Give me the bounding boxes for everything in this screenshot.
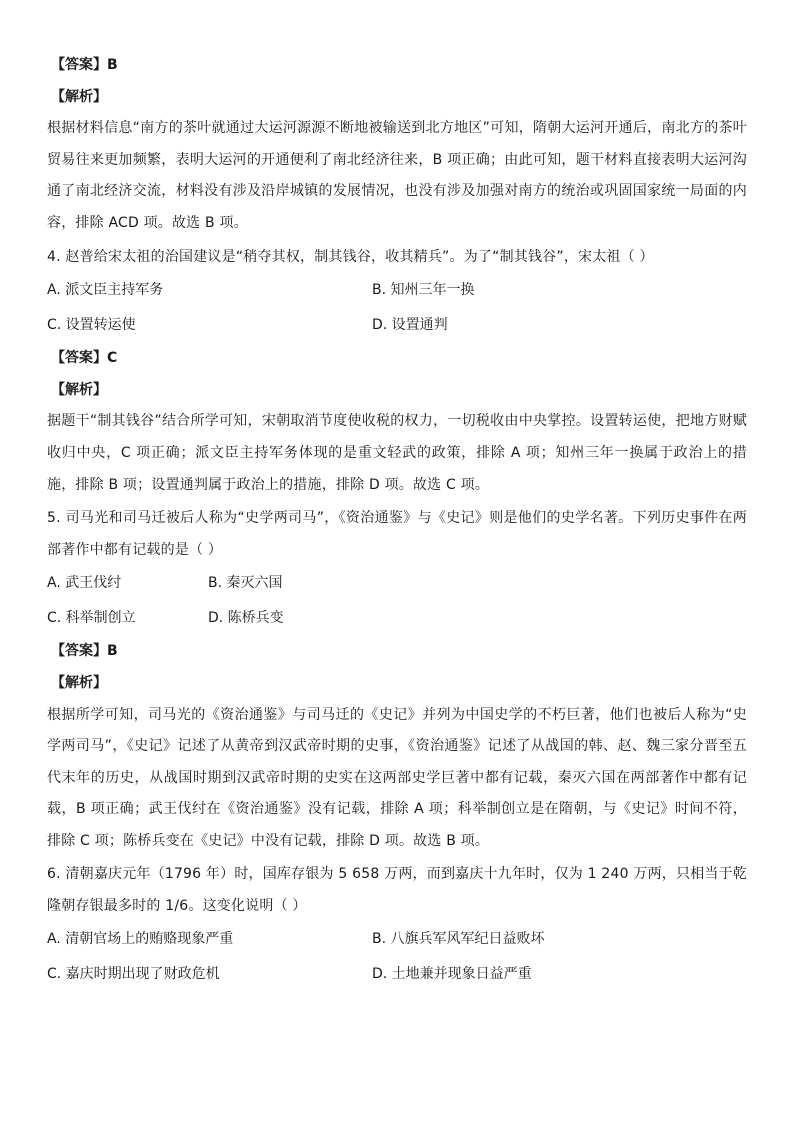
option-c: C. 设置转运使	[47, 316, 136, 333]
analysis-text: 根据所学可知，司马光的《资治通鉴》与司马迁的《史记》并列为中国史学的不朽巨著，他们也被后人称为“史学两司马”，《史记》记述了从黄帝到汉武帝时期的史事，《资治通鉴》记述了从战国的韩、赵、魏三家分晋至五代末年的历史，从战国时期到汉武帝时期的史实在这两部史学巨著中都有记载，秦灭六国在两部著作中都有记载，B 项正确；武王伐纣在《资治通鉴》没有记载，排除 A 项；科举制创立是在隋朝，与《史记》时间不符，排除 C 项；陈桥兵变在《史记》中没有记载，排除 D 项。故选 B 项。	[47, 706, 747, 849]
answer-label: 【答案】B	[51, 643, 118, 660]
options-row	[47, 958, 747, 993]
option-d: D. 土地兼并现象日益严重	[372, 966, 532, 983]
analysis-label: 【解析】	[51, 381, 107, 398]
question-stem-4: 4. 赵普给宋太祖的治国建议是“稍夺其权，制其钱谷，收其精兵”。为了“制其钱谷”，宋太祖（ ）	[47, 248, 654, 265]
options-row	[47, 273, 747, 308]
option-b: B. 秦灭六国	[208, 575, 283, 592]
option-b: B. 知州三年一换	[372, 281, 475, 298]
answer-label: 【答案】B	[51, 57, 118, 73]
options-row	[47, 923, 747, 958]
options-row	[47, 566, 747, 601]
options-row	[47, 308, 747, 343]
analysis-text: 根据材料信息“南方的茶叶就通过大运河源源不断地被输送到北方地区”可知，隋朝大运河开通后，南北方的茶叶贸易往来更加频繁，表明大运河的开通便利了南北经济往来，B 项正确；由此可知，题干材料直接表明大运河沟通了南北经济交流，材料没有涉及沿岸城镇的发展情况，也没有涉及加强对南方的统治或巩固国家统一局面的内容，排除 ACD 项。故选 B 项。	[47, 120, 747, 231]
document-page	[47, 50, 747, 993]
option-c: C. 科举制创立	[47, 610, 136, 627]
option-a: A. 武王伐纣	[47, 575, 122, 592]
options-row	[47, 601, 747, 636]
option-d: D. 设置通判	[372, 316, 448, 333]
option-d: D. 陈桥兵变	[208, 610, 284, 627]
option-a: A. 清朝官场上的贿赂现象严重	[47, 931, 234, 948]
question-stem-6: 6. 清朝嘉庆元年（1796 年）时，国库存银为 5 658 万两，而到嘉庆十九年时，仅为 1 240 万两，只相当于乾隆朝存银最多时的 1/6。这变化说明（ ）	[47, 866, 747, 915]
answer-label: 【答案】C	[51, 350, 118, 367]
option-b: B. 八旗兵军风军纪日益败坏	[372, 931, 545, 948]
analysis-label: 【解析】	[51, 88, 107, 105]
analysis-label: 【解析】	[51, 674, 107, 691]
option-c: C. 嘉庆时期出现了财政危机	[47, 966, 220, 983]
option-a: A. 派文臣主持军务	[47, 281, 164, 298]
analysis-text: 据题干“制其钱谷”结合所学可知，宋朝取消节度使收税的权力，一切税收由中央掌控。设置转运使，把地方财赋收归中央，C 项正确；派文臣主持军务体现的是重文轻武的政策，排除 A 项；知州三年一换属于政治上的措施，排除 B 项；设置通判属于政治上的措施，排除 D 项。故选 C 项。	[47, 413, 747, 493]
question-stem-5: 5. 司马光和司马迁被后人称为“史学两司马”，《资治通鉴》与《史记》则是他们的史学名著。下列历史事件在两部著作中都有记载的是（ ）	[47, 510, 747, 558]
